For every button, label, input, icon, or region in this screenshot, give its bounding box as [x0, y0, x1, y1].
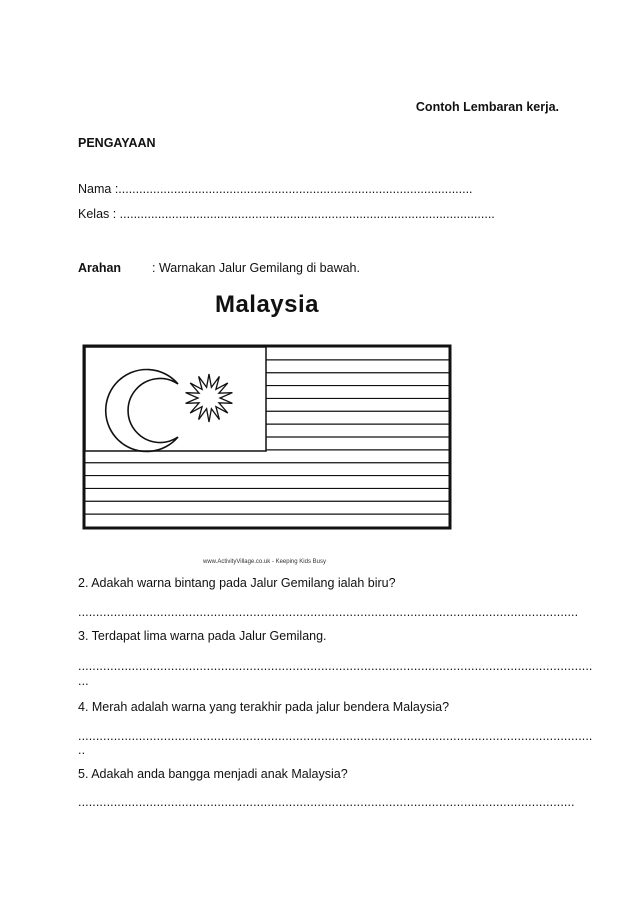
answer-line-4b: .. — [78, 744, 86, 757]
worksheet-label: Contoh Lembaran kerja. — [415, 100, 559, 114]
question-2: 2. Adakah warna bintang pada Jalur Gemilang ialah biru? — [78, 576, 396, 590]
class-field: Kelas : ............................................................................................................ — [78, 207, 495, 221]
question-5: 5. Adakah anda bangga menjadi anak Malaysia? — [78, 767, 348, 781]
question-4: 4. Merah adalah warna yang terakhir pada jalur bendera Malaysia? — [78, 700, 450, 714]
name-field: Nama :...................................................................................................... — [78, 182, 473, 196]
answer-line-4a: ................................................................................................................................................ — [78, 730, 593, 743]
canton — [85, 347, 266, 451]
instruction-label: Arahan — [78, 261, 122, 275]
answer-line-3b: ... — [78, 675, 89, 688]
image-credit: www.ActivityVillage.co.uk - Keeping Kids Busy — [203, 559, 326, 565]
answer-line-3a: ................................................................................................................................................ — [78, 660, 593, 673]
answer-line-5: ........................................................................................................................................... — [78, 796, 575, 809]
flag-title: Malaysia — [214, 291, 320, 318]
answer-line-2: ............................................................................................................................................ — [78, 606, 579, 619]
question-3: 3. Terdapat lima warna pada Jalur Gemilang. — [78, 629, 327, 643]
malaysia-flag-outline — [82, 344, 452, 530]
section-title: PENGAYAAN — [78, 136, 156, 150]
instruction-text: : Warnakan Jalur Gemilang di bawah. — [152, 261, 360, 275]
